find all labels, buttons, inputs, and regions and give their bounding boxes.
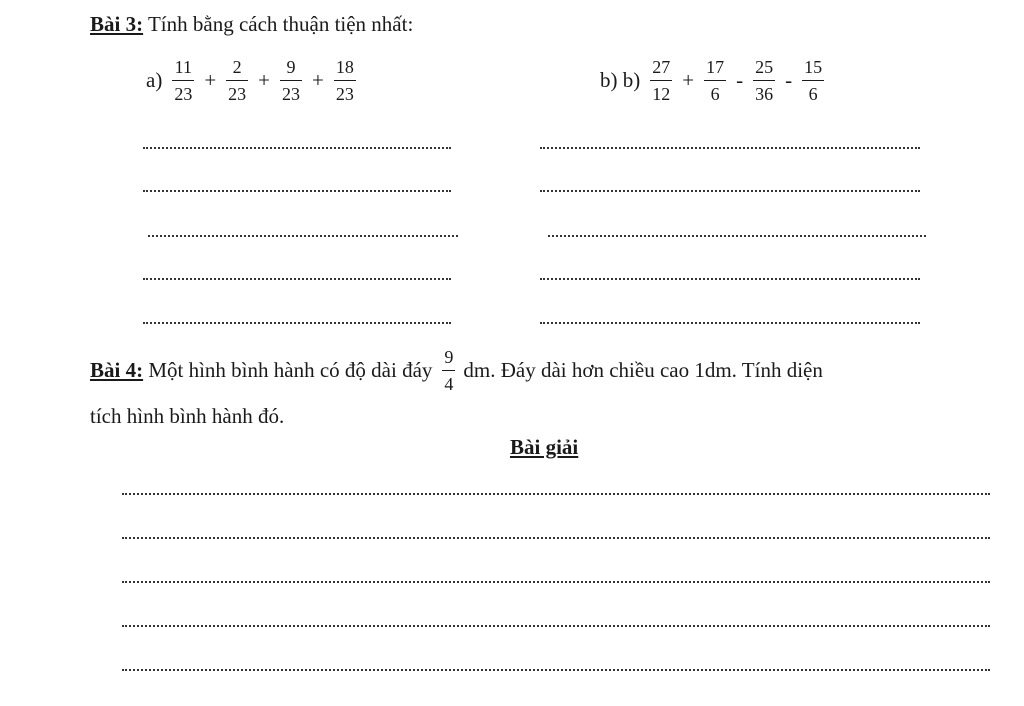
denominator: 6 xyxy=(710,84,720,104)
answer-line[interactable] xyxy=(143,147,451,149)
part-b-prefix: b) b) xyxy=(600,68,641,92)
answer-line[interactable] xyxy=(540,190,920,192)
operator: + xyxy=(312,68,324,92)
exercise-3-instruction: Tính bằng cách thuận tiện nhất: xyxy=(143,12,414,36)
numerator: 17 xyxy=(706,57,725,77)
fraction xyxy=(802,58,824,103)
part-b-expression xyxy=(600,58,830,103)
exercise-4-line-1 xyxy=(90,348,823,393)
fraction xyxy=(226,58,248,103)
solution-line[interactable] xyxy=(122,625,990,627)
numerator: 11 xyxy=(174,57,192,77)
denominator: 6 xyxy=(808,84,818,104)
fraction xyxy=(172,58,194,103)
answer-line[interactable] xyxy=(540,147,920,149)
operator: - xyxy=(736,68,744,92)
denominator: 12 xyxy=(652,84,671,104)
fraction xyxy=(753,58,775,103)
answer-line[interactable] xyxy=(548,235,926,237)
numerator: 25 xyxy=(755,57,774,77)
denominator: 23 xyxy=(282,84,301,104)
exercise-4-text-after: dm. Đáy dài hơn chiều cao 1dm. Tính diện xyxy=(463,358,823,382)
solution-line[interactable] xyxy=(122,537,990,539)
numerator: 9 xyxy=(286,57,296,77)
part-a-prefix: a) xyxy=(146,68,163,92)
solution-line[interactable] xyxy=(122,581,990,583)
numerator: 18 xyxy=(335,57,354,77)
denominator: 4 xyxy=(444,374,454,394)
answer-line[interactable] xyxy=(148,235,458,237)
fraction xyxy=(650,58,672,103)
operator: + xyxy=(258,68,271,92)
answer-line[interactable] xyxy=(143,190,451,192)
numerator: 9 xyxy=(444,347,454,367)
denominator: 23 xyxy=(335,84,354,104)
fraction xyxy=(704,58,726,103)
numerator: 2 xyxy=(232,57,242,77)
exercise-4-text-before: Một hình bình hành có độ dài đáy xyxy=(143,358,433,382)
exercise-4-label: Bài 4: xyxy=(90,358,144,382)
answer-line[interactable] xyxy=(540,278,920,280)
operator: + xyxy=(204,68,217,92)
numerator: 15 xyxy=(804,57,823,77)
solution-line[interactable] xyxy=(122,493,990,495)
denominator: 23 xyxy=(228,84,247,104)
numerator: 27 xyxy=(652,57,671,77)
denominator: 23 xyxy=(174,84,193,104)
operator: + xyxy=(682,68,695,92)
answer-line[interactable] xyxy=(540,322,920,324)
part-a-expression xyxy=(146,58,362,103)
denominator: 36 xyxy=(755,84,774,104)
exercise-4-line-2: tích hình bình hành đó. xyxy=(90,404,285,428)
solution-line[interactable] xyxy=(122,669,990,671)
base-length-fraction xyxy=(442,348,455,393)
answer-line[interactable] xyxy=(143,278,451,280)
answer-line[interactable] xyxy=(143,322,451,324)
fraction xyxy=(334,58,356,103)
exercise-3-heading xyxy=(90,12,413,37)
exercise-3-label: Bài 3: xyxy=(90,12,144,36)
operator: - xyxy=(785,68,793,92)
fraction xyxy=(280,58,302,103)
solution-title: Bài giải xyxy=(510,435,579,459)
